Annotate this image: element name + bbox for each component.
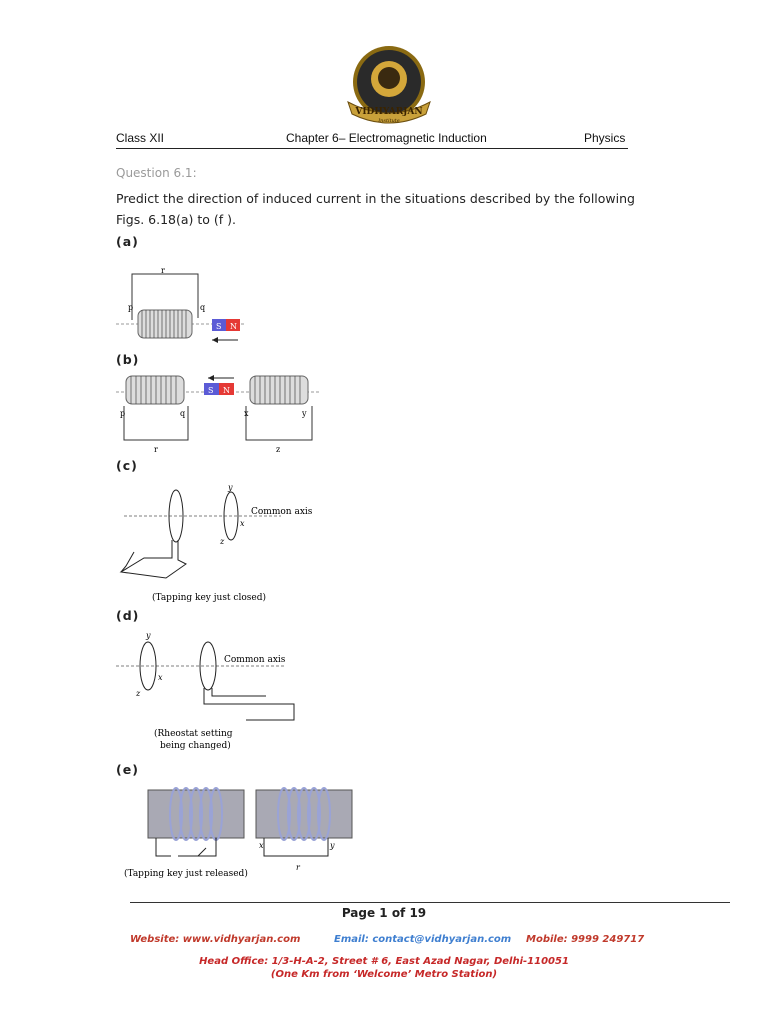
- figure-e-label: (e): [116, 762, 139, 777]
- chapter-title: Chapter 6– Electromagnetic Induction: [286, 131, 487, 145]
- figure-b-label: (b): [116, 352, 140, 367]
- figure-d: [116, 628, 336, 756]
- figure-c-label: (c): [116, 458, 138, 473]
- svg-text:r: r: [296, 863, 300, 872]
- figure-a: [116, 268, 276, 352]
- svg-text:S: S: [216, 322, 222, 331]
- footer-email[interactable]: Email: contact@vidhyarjan.com: [334, 934, 512, 945]
- page-number: Page 1 of 19: [341, 906, 427, 920]
- svg-text:r: r: [161, 268, 165, 275]
- subject-label: Physics: [584, 131, 626, 145]
- svg-text:N: N: [223, 386, 230, 395]
- svg-text:x: x: [240, 519, 245, 528]
- footer-address-note: (One Km from ‘Welcome’ Metro Station): [270, 969, 498, 980]
- svg-text:x: x: [259, 841, 264, 850]
- svg-text:(Rheostat setting: (Rheostat setting: [154, 729, 233, 739]
- svg-text:(Tapping key just released): (Tapping key just released): [124, 869, 248, 879]
- footer-divider: [130, 902, 730, 903]
- svg-text:Common axis: Common axis: [224, 655, 286, 665]
- svg-text:r: r: [154, 445, 158, 454]
- footer-website[interactable]: Website: www.vidhyarjan.com: [130, 934, 301, 945]
- figure-d-label: (d): [116, 608, 140, 623]
- figure-a-label: (a): [116, 234, 139, 249]
- svg-text:z: z: [276, 445, 281, 454]
- question-title: Question 6.1:: [116, 166, 197, 180]
- figure-c: [116, 482, 346, 608]
- svg-text:y: y: [146, 631, 151, 640]
- svg-text:N: N: [230, 322, 237, 331]
- svg-text:q: q: [200, 303, 206, 312]
- header-divider: [116, 148, 628, 149]
- svg-text:being changed): being changed): [160, 741, 231, 751]
- svg-text:z: z: [136, 689, 141, 698]
- institute-logo: [344, 44, 434, 132]
- svg-text:S: S: [208, 386, 214, 395]
- svg-text:(Tapping key just closed): (Tapping key just closed): [152, 593, 266, 603]
- svg-text:Common axis: Common axis: [251, 507, 313, 517]
- svg-text:y: y: [302, 409, 307, 418]
- logo-text: VIDHYARJAN: [355, 107, 423, 117]
- svg-text:x: x: [244, 409, 249, 418]
- class-label: Class XII: [116, 131, 165, 145]
- question-text: Predict the direction of induced current in the situations described by the following Figs. 6.18(a) to (f ).: [116, 191, 635, 227]
- footer-mobile: Mobile: 9999 249717: [526, 934, 645, 945]
- figure-e: [116, 786, 356, 884]
- svg-text:y: y: [330, 841, 335, 850]
- svg-text:p: p: [128, 303, 134, 312]
- svg-text:x: x: [158, 673, 163, 682]
- footer-address: Head Office: 1/3-H-A-2, Street # 6, East Azad Nagar, Delhi-110051: [199, 956, 569, 967]
- svg-text:y: y: [228, 483, 233, 492]
- svg-text:z: z: [220, 537, 225, 546]
- svg-text:p: p: [120, 409, 126, 418]
- figure-b: [116, 370, 326, 458]
- svg-text:q: q: [180, 409, 186, 418]
- logo-subtext: Institute: [378, 118, 400, 124]
